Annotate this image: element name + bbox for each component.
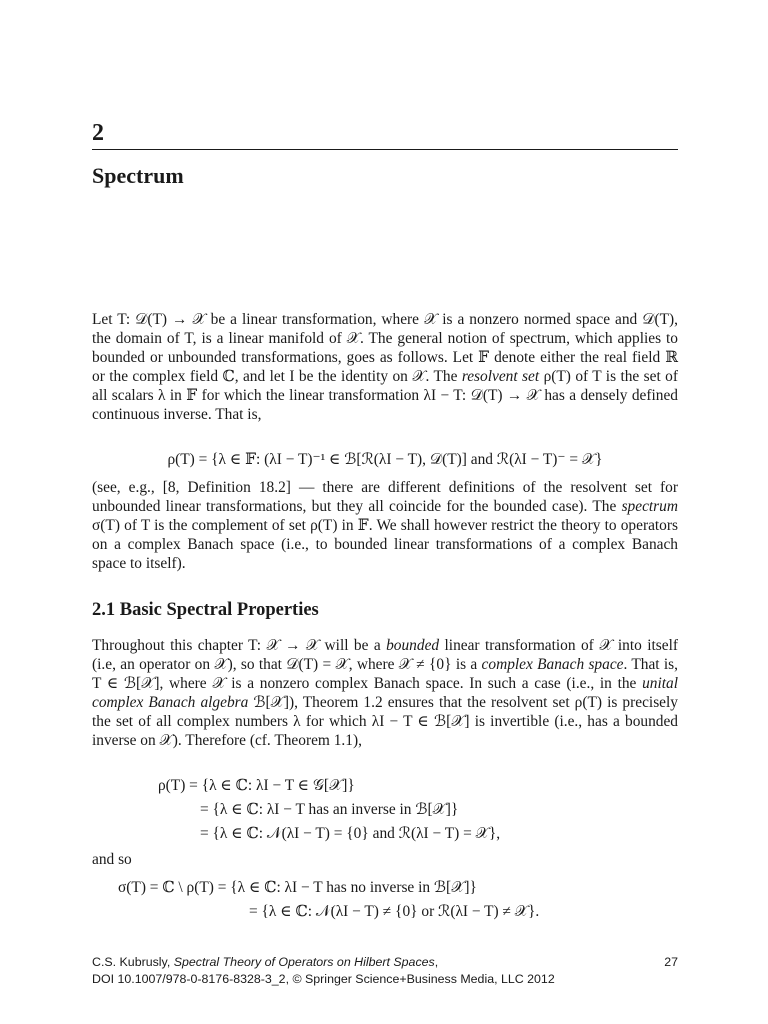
footer-author: C.S. Kubrusly, [92, 955, 174, 969]
section-p1-text-d: ℬ[𝒳]), Theorem 1.2 ensures that the resolvent set ρ(T) is precisely the set of all complex numbers λ for which λI − T ∈ ℬ[𝒳] is invertible (i.e., has a bounded inverse on 𝒳). Therefore (cf. Theorem 1.1), [92, 694, 678, 750]
resolvent-equation-line-3: = {λ ∈ ℂ: 𝒩(λI − T) = {0} and ℛ(λI − T) = 𝒳}, [200, 825, 501, 842]
resolvent-set-equation: ρ(T) = {λ ∈ 𝔽: (λI − T)⁻¹ ∈ ℬ[ℛ(λI − T), 𝒟(T)] and ℛ(λI − T)⁻ = 𝒳} [167, 451, 603, 468]
intro-p2-text: (see, e.g., [8, Definition 18.2] — there are different definitions of the resolvent set for unbounded linear transformations, but they all coincide for the bounded case). The [92, 479, 678, 516]
unital-banach-algebra-term: unital complex Banach algebra [92, 675, 678, 712]
chapter-title: Spectrum [92, 163, 184, 188]
section-p1-text-c: . That is, T ∈ ℬ[𝒳], where 𝒳 is a nonzero complex Banach space. In such a case (i.e., in the [92, 656, 678, 693]
section-p1-text-b: linear transformation of 𝒳 into itself (i.e, an operator on 𝒳), so that 𝒟(T) = 𝒳, where 𝒳 ≠ {0} is a [92, 637, 678, 674]
page-number: 27 [664, 955, 678, 969]
and-so-text: and so [92, 851, 132, 868]
page-footer [92, 954, 678, 988]
chapter-rule [92, 149, 678, 150]
spectrum-term: spectrum [621, 498, 678, 516]
footer-book-title: Spectral Theory of Operators on Hilbert Spaces [173, 955, 435, 969]
intro-p2-text-after: σ(T) of T is the complement of set ρ(T) in 𝔽. We shall however restrict the theory to operators on a complex Banach space (i.e., to bounded linear transformations of a complex Banach space to itself). [92, 517, 678, 573]
complex-banach-space-term: complex Banach space [481, 656, 624, 674]
spectrum-equation-line-1: σ(T) = ℂ \ ρ(T) = {λ ∈ ℂ: λI − T has no inverse in ℬ[𝒳]} [118, 879, 477, 896]
resolvent-set-term: resolvent set [461, 368, 540, 386]
intro-p1-text: Let T: 𝒟(T) → 𝒳 be a linear transformation, where 𝒳 is a nonzero normed space and 𝒟(T), the domain of T, is a linear manifold of 𝒳. The general notion of spectrum, which applies to bounded or unbounded transformations, goes as follows. Let 𝔽 denote either the real field ℝ or the complex field ℂ, and let I be the identity on 𝒳. The [92, 311, 678, 386]
intro-p1-text-after: ρ(T) of T is the set of all scalars λ in 𝔽 for which the linear transformation λI − T: 𝒟(T) → 𝒳 has a densely defined continuous inverse. That is, [92, 368, 678, 424]
section-p1-text-a: Throughout this chapter T: 𝒳 → 𝒳 will be a [92, 637, 387, 654]
section-title: 2.1 Basic Spectral Properties [92, 600, 319, 620]
spectrum-equation-line-2: = {λ ∈ ℂ: 𝒩(λI − T) ≠ {0} or ℛ(λI − T) ≠ 𝒳}. [249, 903, 540, 920]
resolvent-equation-line-2: = {λ ∈ ℂ: λI − T has an inverse in ℬ[𝒳]} [200, 801, 459, 818]
footer-doi: DOI 10.1007/978-0-8176-8328-3_2, © Springer Science+Business Media, LLC 2012 [92, 972, 555, 986]
chapter-number: 2 [92, 120, 104, 146]
intro-paragraph-1 [92, 310, 678, 425]
footer-citation [92, 954, 678, 971]
footer-comma: , [434, 955, 439, 969]
section-paragraph-1 [92, 636, 678, 751]
resolvent-equation-line-1: ρ(T) = {λ ∈ ℂ: λI − T ∈ 𝒢[𝒳]} [158, 777, 355, 794]
intro-paragraph-2 [92, 478, 678, 573]
bounded-term: bounded [386, 637, 440, 654]
